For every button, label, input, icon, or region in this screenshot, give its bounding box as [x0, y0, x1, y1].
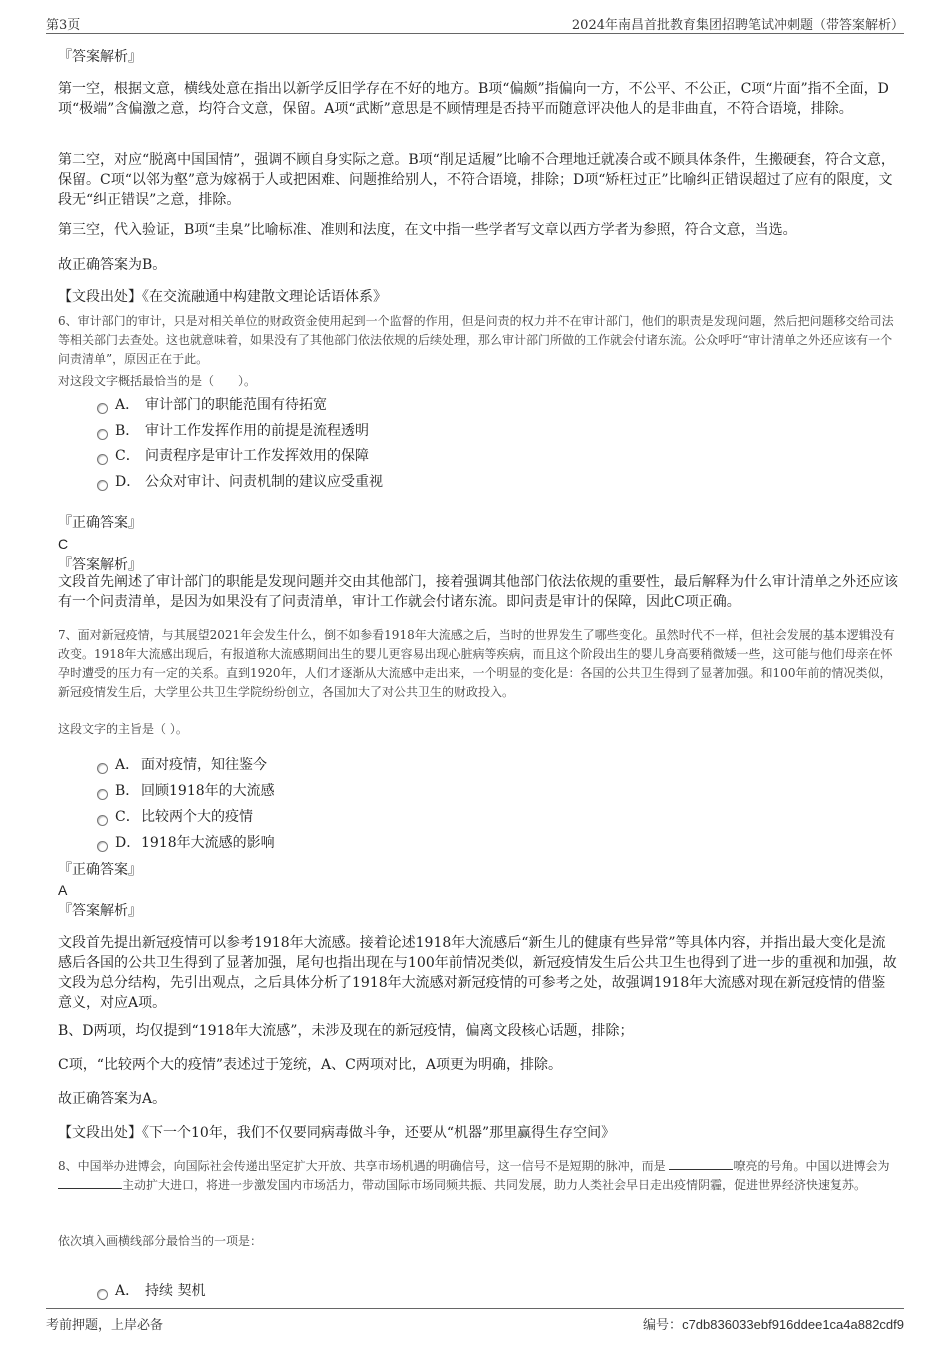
q8-blank-1[interactable] [669, 1157, 733, 1170]
page-number: 第3页 [46, 18, 81, 33]
q6-option-b-radio[interactable] [97, 429, 108, 440]
q7-option-d[interactable] [115, 833, 275, 853]
q8-stem-part-1: 8、中国举办进博会，向国际社会传递出坚定扩大开放、共享市场机遇的明确信号，这一信号不是短期的脉冲，而是 [58, 1159, 666, 1173]
footer-slogan: 考前押题，上岸必备 [46, 1318, 164, 1333]
q8-stem-part-2: 嘹亮的号角。中国以进博会为 [733, 1159, 890, 1173]
q7-answer: A [58, 882, 68, 898]
option-text: 面对疫情，知往鉴今 [141, 757, 267, 773]
document-title: 2024年南昌首批教育集团招聘笔试冲刺题（带答案解析） [571, 18, 904, 33]
q7-analysis-paragraph-3: C项，“比较两个大的疫情”表述过于笼统，A、C两项对比，A项更为明确，排除。 [58, 1057, 562, 1073]
code-label: 编号： [643, 1318, 683, 1333]
q8-stem-part-3: 主动扩大进口，将进一步激发国内市场活力，带动国际市场同频共振、共同发展，助力人类社会早日走出疫情阴霾，促进世界经济快速复苏。 [122, 1178, 867, 1192]
q6-analysis: 文段首先阐述了审计部门的职能是发现问题并交由其他部门，接着强调其他部门依法依规的重要性，最后解释为什么审计清单之外还应该有一个问责清单，是因为如果没有了问责清单，审计工作就会付诸东流。即问责是审计的保障，因此C项正确。 [58, 574, 898, 610]
option-text: 审计工作发挥作用的前提是流程透明 [145, 423, 369, 439]
q7-option-b-radio[interactable] [97, 789, 108, 800]
q6-option-a-radio[interactable] [97, 403, 108, 414]
q7-analysis-paragraph-1: 文段首先提出新冠疫情可以参考1918年大流感。接着论述1918年大流感后“新生儿的健康有些异常”等具体内容，并指出最大变化是流感后各国的公共卫生得到了显著加强，尾句也指出现在与100年前情况类似，新冠疫情发生后公共卫生也得到了进一步的重视和加强，故文段为总分结构，先引出观点，之后具体分析了1918年大流感对新冠疫情的可参考之处，故强调1918年大流感对现在新冠疫情的借鉴意义，对应A项。 [58, 935, 897, 1011]
q7-option-a-radio[interactable] [97, 763, 108, 774]
option-letter: C． [115, 448, 140, 464]
q5-analysis-paragraph-1: 第一空，根据文意，横线处意在指出以新学反旧学存在不好的地方。B项“偏颇”指偏向一方，不公平、不公正，C项“片面”指不全面，D项“极端”含偏激之意，均符合文意，保留。A项“武断”意思是不顾情理是否持平而随意评决他人的是非曲直，不符合语境，排除。 [58, 81, 889, 117]
q8-blank-2[interactable] [58, 1176, 122, 1189]
option-text: 问责程序是审计工作发挥效用的保障 [145, 448, 369, 464]
option-text: 公众对审计、问责机制的建议应受重视 [145, 474, 383, 490]
q6-option-b[interactable] [115, 421, 369, 441]
option-text: 持续 契机 [145, 1283, 206, 1299]
q5-analysis-paragraph-2: 第二空，对应“脱离中国国情”，强调不顾自身实际之意。B项“削足适履”比喻不合理地迁就凑合或不顾具体条件，生搬硬套，符合文意，保留。C项“以邻为壑”意为嫁祸于人或把困难、问题推给别人，不符合语境，排除；D项“矫枉过正”比喻纠正错误超过了应有的限度，文段无“纠正错误”之意，排除。 [58, 152, 895, 208]
option-letter: A． [115, 1283, 140, 1299]
footer-document-code [643, 1314, 904, 1333]
q5-conclusion: 故正确答案为B。 [58, 257, 167, 273]
q6-answer-label: 『正确答案』 [58, 515, 142, 531]
q6-analysis-label: 『答案解析』 [58, 557, 142, 573]
q6-option-d-radio[interactable] [97, 480, 108, 491]
q6-answer: C [58, 536, 69, 552]
q7-option-b[interactable] [115, 781, 275, 801]
q8-option-a[interactable] [115, 1281, 205, 1301]
q8-question: 依次填入画横线部分最恰当的一项是： [58, 1234, 263, 1248]
q6-stem: 6、审计部门的审计，只是对相关单位的财政资金使用起到一个监督的作用，但是问责的权力并不在审计部门，他们的职责是发现问题，然后把问题移交给司法等相关部门去查处。这也就意味着，如果没有了其他部门依法依规的后续处理，那么审计部门所做的工作就会付诸东流。公众呼吁“审计清单之外还应该有一个问责清单”，原因正在于此。 [58, 314, 894, 366]
q5-analysis-label: 『答案解析』 [58, 49, 142, 65]
q7-analysis-paragraph-2: B、D两项，均仅提到“1918年大流感”，未涉及现在的新冠疫情，偏离文段核心话题，排除； [58, 1023, 634, 1039]
code-value: c7db836033ebf916ddee1ca4a882cdf9 [682, 1317, 904, 1332]
option-letter: A． [115, 397, 140, 413]
header-rule [46, 33, 904, 34]
option-letter: B． [115, 783, 140, 799]
q7-option-d-radio[interactable] [97, 841, 108, 852]
q5-analysis-paragraph-3: 第三空，代入验证，B项“圭臬”比喻标准、准则和法度，在文中指一些学者写文章以西方学者为参照，符合文意，当选。 [58, 222, 797, 238]
q6-option-a[interactable] [115, 395, 327, 415]
q7-source: 【文段出处】《下一个10年，我们不仅要同病毒做斗争，还要从“机器”那里赢得生存空间》 [58, 1125, 616, 1141]
footer-rule [46, 1308, 904, 1309]
option-text: 比较两个大的疫情 [141, 809, 253, 825]
option-letter: D． [115, 474, 141, 490]
q6-question: 对这段文字概括最恰当的是（ ）。 [58, 374, 257, 388]
option-letter: C． [115, 809, 140, 825]
q7-option-a[interactable] [115, 755, 267, 775]
q6-option-d[interactable] [115, 472, 383, 492]
q7-stem: 7、面对新冠疫情，与其展望2021年会发生什么，倒不如参看1918年大流感之后，当时的世界发生了哪些变化。虽然时代不一样，但社会发展的基本逻辑没有改变。1918年大流感出现后，有报道称大流感期间出生的婴儿更容易出现心脏病等疾病，而且这个阶段出生的婴儿身高要稍微矮一些，这可能与他们母亲在怀孕时遭受的压力有一定的关系。直到1920年，人们才逐渐从大流感中走出来，一个明显的变化是：各国的公共卫生得到了显著加强。和100年前的情况类似，新冠疫情发生后，大学里公共卫生学院纷纷创立，各国加大了对公共卫生的财政投入。 [58, 628, 895, 699]
q8-stem [58, 1157, 898, 1195]
q7-analysis-label: 『答案解析』 [58, 903, 142, 919]
q7-option-c-radio[interactable] [97, 815, 108, 826]
option-text: 1918年大流感的影响 [141, 835, 275, 851]
option-text: 回顾1918年的大流感 [141, 783, 275, 799]
q7-option-c[interactable] [115, 807, 253, 827]
option-letter: B． [115, 423, 140, 439]
option-letter: A． [115, 757, 140, 773]
q7-conclusion: 故正确答案为A。 [58, 1091, 167, 1107]
option-letter: D． [115, 835, 141, 851]
option-text: 审计部门的职能范围有待拓宽 [145, 397, 327, 413]
q7-question: 这段文字的主旨是（ ）。 [58, 722, 188, 736]
q5-source: 【文段出处】《在交流融通中构建散文理论话语体系》 [58, 289, 387, 305]
q6-option-c-radio[interactable] [97, 454, 108, 465]
q7-answer-label: 『正确答案』 [58, 862, 142, 878]
q8-option-a-radio[interactable] [97, 1289, 108, 1300]
q6-option-c[interactable] [115, 446, 369, 466]
